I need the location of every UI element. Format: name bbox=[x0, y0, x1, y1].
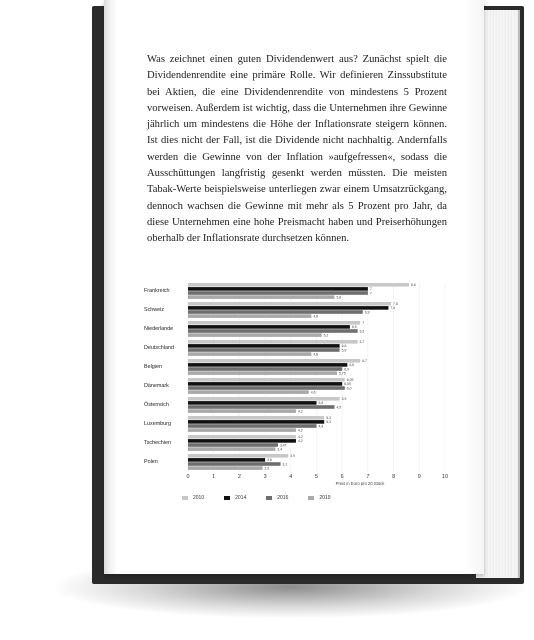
x-tick-label: 9 bbox=[417, 474, 421, 480]
bar-value-label: 4,8 bbox=[313, 314, 319, 319]
category-label: Österreich bbox=[144, 401, 169, 408]
x-tick-label: 4 bbox=[289, 474, 293, 480]
bar-value-label: 4,8 bbox=[318, 424, 324, 429]
bar-value-label: 8,6 bbox=[411, 283, 416, 288]
legend-item bbox=[266, 495, 288, 501]
bar bbox=[188, 378, 345, 382]
bar bbox=[188, 367, 342, 371]
legend-label: 2010 bbox=[193, 495, 205, 501]
x-tick-label: 7 bbox=[366, 474, 370, 480]
category-label: Polen bbox=[144, 458, 158, 465]
bar-value-label: 3,1 bbox=[282, 462, 288, 467]
legend-label: 2016 bbox=[277, 495, 289, 501]
bar-value-label: 7 bbox=[362, 321, 365, 326]
paragraph: Was zeichnet einen guten Dividendenwert aus? Zunächst spielt die Dividendenrendite eine primäre Rolle. Wir definieren Zinssubstitute bei Aktien, die eine Dividendenrendite von mindestens 5 Prozent vorweisen. Außerdem ist wichtig, dass die Unternehmen ihre Gewinne jährlich um mindestens die Höhe der Inflationsrate steigern können. Ist dies nicht der Fall, ist die Dividende nicht nachhaltig. Andernfalls werden die Gewinne von der Inflation »aufgefressen«, sodass die Ausschüttungen langfristig gesenkt werden müssten. Die meisten Tabak-Werte beispielsweise unterliegen zwar einem Umsatzrückgang, dennoch wachsen die Gewinne mit mehr als 5 Prozent pro Jahr, da diese Unternehmen eine hohe Preismacht haben und Preiserhöhungen oberhalb der Inflationsrate durchsetzen können. bbox=[147, 54, 447, 245]
bar bbox=[188, 333, 322, 337]
category-label: Dänemark bbox=[144, 382, 169, 389]
x-tick-label: 3 bbox=[263, 474, 267, 480]
bar-value-label: 3,4 bbox=[277, 447, 283, 452]
bar bbox=[188, 287, 368, 291]
bar bbox=[188, 371, 337, 375]
bar bbox=[188, 344, 340, 348]
bar bbox=[188, 348, 340, 352]
category-label: Deutschland bbox=[144, 344, 174, 351]
x-tick-label: 5 bbox=[314, 474, 319, 480]
legend-swatch bbox=[182, 496, 188, 500]
category-label: Belgien bbox=[144, 363, 162, 370]
bar bbox=[188, 397, 340, 401]
bar-value-label: 4,2 bbox=[297, 428, 303, 433]
x-tick-label: 1 bbox=[212, 474, 216, 480]
bar-value-label: 4,2 bbox=[297, 435, 303, 440]
x-tick-label: 0 bbox=[186, 474, 190, 480]
bar bbox=[188, 435, 296, 439]
bar-value-label: 5,9 bbox=[341, 348, 347, 353]
legend-swatch bbox=[224, 496, 230, 500]
bar-value-label: 4,2 bbox=[297, 439, 303, 444]
x-tick-label: 10 bbox=[441, 474, 449, 480]
bar bbox=[188, 405, 334, 409]
bar-value-label: 3,47 bbox=[279, 443, 287, 448]
bar-value-label: 3,9 bbox=[290, 454, 295, 459]
bar-value-label: 6,5 bbox=[351, 325, 357, 330]
bar bbox=[188, 409, 296, 413]
legend-label: 2019 bbox=[319, 495, 331, 501]
category-label: Frankreich bbox=[144, 287, 170, 294]
bar-value-label: 5,3 bbox=[326, 420, 331, 425]
bar bbox=[188, 416, 324, 420]
bar-value-label: 6,6 bbox=[349, 363, 355, 368]
chart-plot bbox=[140, 278, 460, 493]
bar bbox=[188, 314, 311, 318]
bar-value-label: 6,6 bbox=[341, 344, 347, 349]
bar-value-label: 6,05 bbox=[344, 382, 351, 387]
legend-label: 2014 bbox=[235, 495, 247, 501]
bar bbox=[188, 340, 358, 344]
body-text bbox=[147, 52, 447, 248]
legend bbox=[182, 495, 331, 501]
category-label: Luxemburg bbox=[144, 420, 171, 427]
bar-value-label: 6,3 bbox=[359, 329, 365, 334]
bar-value-label: 4,8 bbox=[313, 352, 319, 357]
bar-value-label: 6,7 bbox=[362, 359, 367, 364]
bar bbox=[188, 302, 391, 306]
category-label: Schweiz bbox=[144, 306, 165, 313]
bar-value-label: 6,7 bbox=[359, 340, 365, 345]
bar-value-label: 3,8 bbox=[267, 458, 272, 463]
bar-value-label: 7,6 bbox=[390, 306, 396, 311]
bar bbox=[188, 310, 363, 314]
legend-item bbox=[224, 495, 246, 501]
bar-value-label: 6,0 bbox=[344, 367, 349, 372]
x-tick-label: 8 bbox=[392, 474, 396, 480]
bar bbox=[188, 386, 345, 390]
x-tick-label: 6 bbox=[340, 474, 344, 480]
bar-value-label: 5,2 bbox=[323, 333, 329, 338]
bar-value-label: 6,0 bbox=[346, 386, 352, 391]
bar bbox=[188, 454, 288, 458]
legend-item bbox=[308, 495, 330, 501]
bar-value-label: 2,9 bbox=[264, 466, 270, 471]
bar-value-label: 7,8 bbox=[393, 302, 398, 307]
bar-value-label: 6,9 bbox=[364, 310, 370, 315]
bar-value-label: 7 bbox=[369, 287, 372, 292]
bar-value-label: 5,3 bbox=[326, 416, 331, 421]
bar-value-label: 6,09 bbox=[346, 378, 354, 383]
bar bbox=[188, 382, 342, 386]
legend-item bbox=[182, 495, 204, 501]
bar bbox=[188, 458, 265, 462]
legend-swatch bbox=[266, 496, 272, 500]
x-tick-label: 2 bbox=[237, 474, 241, 480]
bar-value-label: 5,9 bbox=[341, 397, 347, 402]
bar-chart bbox=[140, 278, 460, 518]
category-label: Tschechien bbox=[144, 439, 171, 446]
bar bbox=[188, 447, 275, 451]
bar bbox=[188, 363, 347, 367]
bar bbox=[188, 424, 317, 428]
bar bbox=[188, 329, 358, 333]
legend-swatch bbox=[308, 496, 314, 500]
bar bbox=[188, 390, 309, 394]
bar bbox=[188, 401, 317, 405]
bar bbox=[188, 420, 324, 424]
bar bbox=[188, 428, 296, 432]
bar-value-label: 4,2 bbox=[297, 409, 303, 414]
bar bbox=[188, 359, 360, 363]
bar bbox=[188, 439, 296, 443]
bar-value-label: 7 bbox=[369, 291, 372, 296]
bar-value-label: 5,75 bbox=[339, 371, 346, 376]
bar bbox=[188, 283, 409, 287]
bar-value-label: 5,8 bbox=[318, 401, 324, 406]
bar bbox=[188, 295, 334, 299]
bar bbox=[188, 306, 388, 310]
bar-value-label: 4,6 bbox=[310, 390, 316, 395]
x-axis-title: Preis in Euro pro 20 Stück bbox=[335, 481, 385, 486]
bar bbox=[188, 462, 281, 466]
bar bbox=[188, 352, 311, 356]
bar-value-label: 4,5 bbox=[336, 405, 342, 410]
bar bbox=[188, 443, 278, 447]
bar bbox=[188, 466, 263, 470]
bar-value-label: 5,6 bbox=[336, 295, 342, 300]
bar bbox=[188, 291, 368, 295]
bar bbox=[188, 325, 350, 329]
category-label: Niederlande bbox=[144, 325, 174, 332]
bar bbox=[188, 321, 360, 325]
